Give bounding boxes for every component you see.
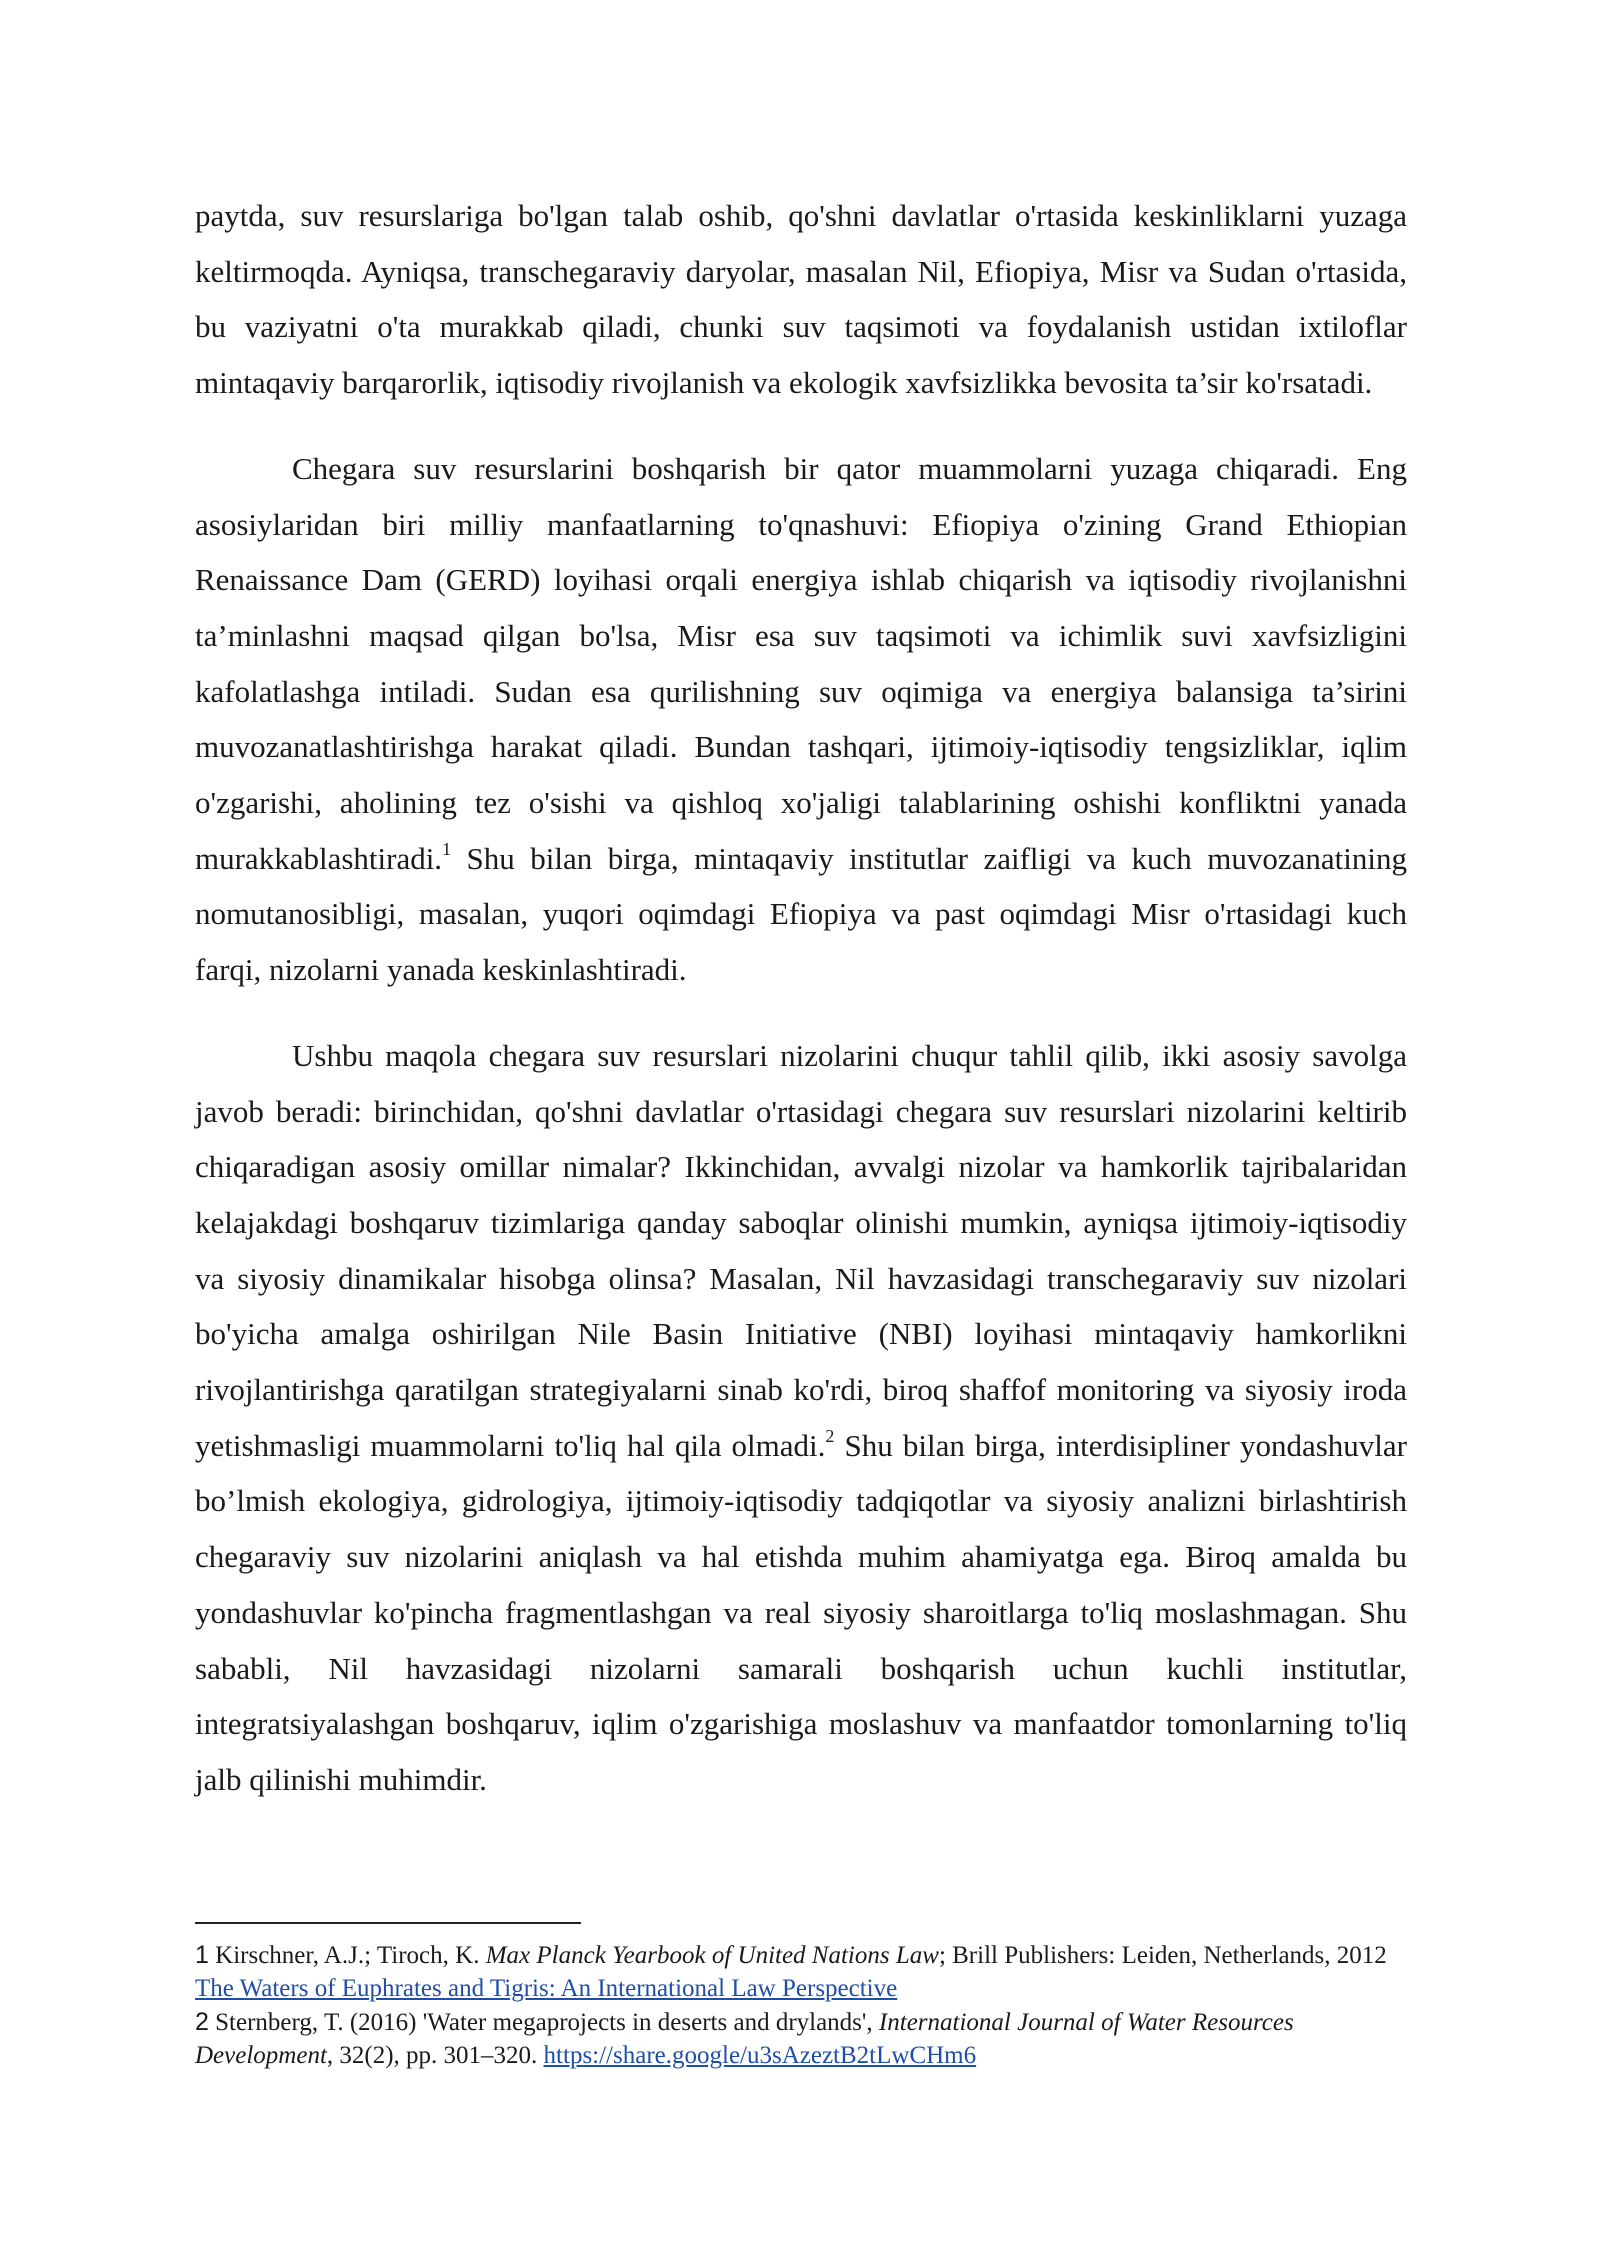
footnote-ref-1[interactable]: 1	[442, 839, 452, 860]
footnote-separator	[195, 1922, 581, 1924]
footnote-1	[195, 1939, 1407, 2005]
paragraph-2-text-b: Shu bilan birga, mintaqaviy institutlar zaifligi va kuch muvozanatining nomutanosibligi, masalan, yuqori oqimdagi Efiopiya va past oqimdagi Misr o'rtasidagi kuch farqi, nizolarni yanada keskinlashtiradi.	[195, 840, 1407, 988]
footnotes	[195, 1939, 1407, 2073]
footnote-number: 2	[195, 2008, 209, 2036]
paragraph-3	[195, 1028, 1407, 1808]
paragraph-3-text-b: Shu bilan birga, interdisipliner yondashuvlar bo’lmish ekologiya, gidrologiya, ijtimoiy-iqtisodiy tadqiqotlar va siyosiy analizni birlashtirish chegaraviy suv nizolarini aniqlash va hal etishda muhim ahamiyatga ega. Biroq amalda bu yondashuvlar ko'pincha fragmentlashgan va real siyosiy sharoitlarga to'liq moslashmagan. Shu sababli, Nil havzasidagi nizolarni samarali boshqarish uchun kuchli institutlar, integratsiyalashgan boshqaruv, iqlim o'zgarishiga moslashuv va manfaatdor tomonlarning to'liq jalb qilinishi muhimdir.	[195, 1427, 1407, 1797]
footnote-text: ; Brill Publishers: Leiden, Netherlands, 2012	[938, 1942, 1387, 1969]
footnote-title: International Journal of Water Resources Development	[195, 2009, 1294, 2069]
body-text	[195, 188, 1407, 1838]
paragraph-1-text: paytda, suv resurslariga bo'lgan talab oshib, qo'shni davlatlar o'rtasida keskinliklarni yuzaga keltirmoqda. Ayniqsa, transchegaraviy daryolar, masalan Nil, Efiopiya, Misr va Sudan o'rtasida, bu vaziyatni o'ta murakkab qiladi, chunki suv taqsimoti va foydalanish ustidan ixtiloflar mintaqaviy barqarorlik, iqtisodiy rivojlanish va ekologik xavfsizlikka bevosita ta’sir ko'rsatadi.	[195, 198, 1407, 401]
footnote-2	[195, 2006, 1407, 2072]
paragraph-2-text-a: Chegara suv resurslarini boshqarish bir qator muammolarni yuzaga chiqaradi. Eng asosiylaridan biri milliy manfaatlarning to'qnashuvi: Efiopiya o'zining Grand Ethiopian Renaissance Dam (GERD) loyihasi orqali energiya ishlab chiqarish va iqtisodiy rivojlanishni ta’minlashni maqsad qilgan bo'lsa, Misr esa suv taqsimoti va ichimlik suvi xavfsizligini kafolatlashga intiladi. Sudan esa qurilishning suv oqimiga va energiya balansiga ta’sirini muvozanatlashtirishga harakat qiladi. Bundan tashqari, ijtimoiy-iqtisodiy tengsizliklar, iqlim o'zgarishi, aholining tez o'sishi va qishloq xo'jaligi talablarining oshishi konfliktni yanada murakkablashtiradi.	[195, 450, 1407, 876]
footnote-text: Kirschner, A.J.; Tiroch, K.	[208, 1942, 486, 1969]
footnote-title: Max Planck Yearbook of United Nations Law	[485, 1942, 939, 1969]
paragraph-1	[195, 188, 1407, 411]
footnote-ref-2[interactable]: 2	[825, 1426, 835, 1447]
footnote-link[interactable]: The Waters of Euphrates and Tigris: An International Law Perspective	[195, 1974, 898, 2002]
footnote-number: 1	[195, 1941, 209, 1969]
footnote-text: Sternberg, T. (2016) 'Water megaprojects in deserts and drylands',	[208, 2009, 879, 2036]
footnote-text: , 32(2), pp. 301–320.	[326, 2041, 544, 2069]
paragraph-3-text-a: Ushbu maqola chegara suv resurslari nizolarini chuqur tahlil qilib, ikki asosiy savolga javob beradi: birinchidan, qo'shni davlatlar o'rtasidagi chegara suv resurslari nizolarini keltirib chiqaradigan asosiy omillar nimalar? Ikkinchidan, avvalgi nizolar va hamkorlik tajribalaridan kelajakdagi boshqaruv tizimlariga qanday saboqlar olinishi mumkin, ayniqsa ijtimoiy-iqtisodiy va siyosiy dinamikalar hisobga olinsa? Masalan, Nil havzasidagi transchegaraviy suv nizolari bo'yicha amalga oshirilgan Nile Basin Initiative (NBI) loyihasi mintaqaviy hamkorlikni rivojlantirishga qaratilgan strategiyalarni sinab ko'rdi, biroq shaffof monitoring va siyosiy iroda yetishmasligi muammolarni to'liq hal qila olmadi.	[195, 1037, 1407, 1463]
paragraph-2	[195, 441, 1407, 998]
footnote-link[interactable]: https://share.google/u3sAzeztB2tLwCHm6	[543, 2041, 977, 2069]
